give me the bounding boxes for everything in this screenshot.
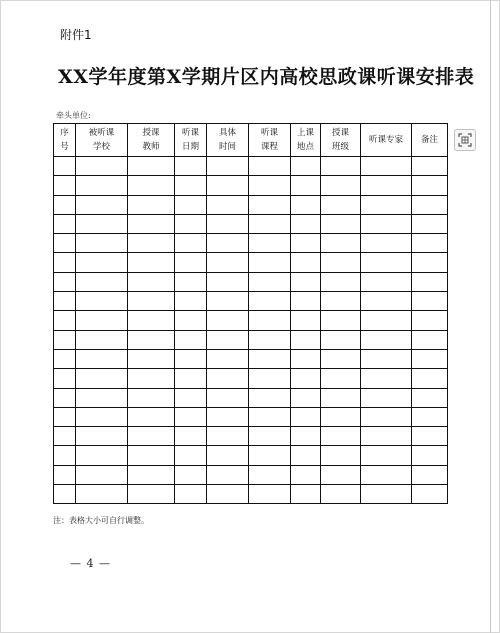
table-cell[interactable] [291,157,321,176]
table-cell[interactable] [54,446,76,465]
table-cell[interactable] [175,157,207,176]
table-cell[interactable] [412,427,448,446]
table-cell[interactable] [321,465,361,484]
table-cell[interactable] [291,485,321,504]
table-cell[interactable] [175,349,207,368]
table-cell[interactable] [412,407,448,426]
table-row [54,446,448,465]
table-cell[interactable] [76,176,128,195]
table-cell[interactable] [76,311,128,330]
table-cell[interactable] [412,214,448,233]
table-cell[interactable] [128,465,175,484]
table-cell[interactable] [175,369,207,388]
table-cell[interactable] [321,427,361,446]
table-cell[interactable] [412,253,448,272]
table-cell[interactable] [291,176,321,195]
table-cell[interactable] [128,195,175,214]
table-cell[interactable] [321,195,361,214]
table-cell[interactable] [207,253,249,272]
table-cell[interactable] [321,157,361,176]
table-cell[interactable] [249,465,291,484]
table-cell[interactable] [175,292,207,311]
table-cell[interactable] [249,369,291,388]
table-cell[interactable] [412,446,448,465]
table-cell[interactable] [76,157,128,176]
attachment-label: 附件1 [60,28,92,42]
table-cell[interactable] [175,311,207,330]
table-cell[interactable] [249,311,291,330]
table-cell[interactable] [249,349,291,368]
table-cell[interactable] [128,234,175,253]
table-cell[interactable] [291,253,321,272]
header-cell-date: 听课 日期 [175,124,207,157]
table-cell[interactable] [412,272,448,291]
header-cell-remarks: 备注 [412,124,448,157]
table-cell[interactable] [412,292,448,311]
table-row [54,407,448,426]
table-cell[interactable] [128,272,175,291]
table-cell[interactable] [249,214,291,233]
table-cell[interactable] [175,465,207,484]
table-cell[interactable] [128,253,175,272]
table-cell[interactable] [207,369,249,388]
table-row [54,388,448,407]
table-cell[interactable] [321,234,361,253]
table-cell[interactable] [175,485,207,504]
table-cell[interactable] [54,369,76,388]
table-cell[interactable] [249,157,291,176]
table-cell[interactable] [249,234,291,253]
table-cell[interactable] [54,465,76,484]
table-cell[interactable] [321,388,361,407]
table-cell[interactable] [361,214,412,233]
table-cell[interactable] [207,176,249,195]
table-cell[interactable] [321,330,361,349]
table-cell[interactable] [361,330,412,349]
table-cell[interactable] [128,349,175,368]
table-cell[interactable] [361,407,412,426]
table-header-row [54,124,448,157]
table-cell[interactable] [361,195,412,214]
table-cell[interactable] [249,176,291,195]
table-cell[interactable] [128,369,175,388]
table-cell[interactable] [76,292,128,311]
table-cell[interactable] [207,195,249,214]
table-cell[interactable] [128,446,175,465]
lead-unit-label: 牵头单位: [56,111,91,120]
table-cell[interactable] [249,195,291,214]
table-cell[interactable] [54,234,76,253]
table-cell[interactable] [207,292,249,311]
table-cell[interactable] [207,465,249,484]
table-cell[interactable] [207,446,249,465]
table-cell[interactable] [175,388,207,407]
table-cell[interactable] [361,465,412,484]
table-select-icon[interactable] [454,129,476,151]
table-cell[interactable] [412,369,448,388]
table-cell[interactable] [175,176,207,195]
table-cell[interactable] [321,407,361,426]
table-cell[interactable] [76,407,128,426]
table-cell[interactable] [54,330,76,349]
table-row [54,253,448,272]
table-cell[interactable] [361,234,412,253]
table-cell[interactable] [128,427,175,446]
table-cell[interactable] [361,388,412,407]
table-cell[interactable] [249,446,291,465]
header-cell-location: 上课 地点 [291,124,321,157]
table-cell[interactable] [54,388,76,407]
table-cell[interactable] [207,214,249,233]
table-cell[interactable] [291,465,321,484]
table-cell[interactable] [291,214,321,233]
table-cell[interactable] [175,253,207,272]
table-cell[interactable] [76,369,128,388]
page-edge-divider [490,0,491,633]
table-cell[interactable] [412,349,448,368]
table-cell[interactable] [361,157,412,176]
table-cell[interactable] [321,369,361,388]
table-cell[interactable] [207,388,249,407]
table-cell[interactable] [207,427,249,446]
table-cell[interactable] [76,465,128,484]
table-cell[interactable] [291,272,321,291]
table-cell[interactable] [175,330,207,349]
table-cell[interactable] [361,311,412,330]
table-row [54,485,448,504]
table-cell[interactable] [361,253,412,272]
table-cell[interactable] [128,176,175,195]
table-cell[interactable] [361,446,412,465]
header-cell-school: 被听课 学校 [76,124,128,157]
table-cell[interactable] [249,485,291,504]
table-cell[interactable] [175,195,207,214]
table-cell[interactable] [321,253,361,272]
table-cell[interactable] [175,272,207,291]
table-cell[interactable] [412,234,448,253]
table-cell[interactable] [207,311,249,330]
header-cell-teacher: 授课 教师 [128,124,175,157]
table-cell[interactable] [175,407,207,426]
table-cell[interactable] [76,446,128,465]
table-cell[interactable] [361,349,412,368]
table-cell[interactable] [249,292,291,311]
table-cell[interactable] [54,311,76,330]
header-cell-class: 授课 班级 [321,124,361,157]
table-row [54,349,448,368]
table-cell[interactable] [361,369,412,388]
table-cell[interactable] [76,195,128,214]
table-cell[interactable] [207,272,249,291]
table-cell[interactable] [54,157,76,176]
table-cell[interactable] [54,427,76,446]
table-cell[interactable] [128,157,175,176]
table-cell[interactable] [321,311,361,330]
table-cell[interactable] [207,485,249,504]
table-cell[interactable] [54,292,76,311]
header-cell-course: 听课 课程 [249,124,291,157]
table-row [54,195,448,214]
table-cell[interactable] [54,214,76,233]
footnote: 注：表格大小可自行调整。 [53,516,149,525]
table-cell[interactable] [76,253,128,272]
table-cell[interactable] [54,195,76,214]
table-cell[interactable] [291,234,321,253]
table-cell[interactable] [412,195,448,214]
table-row [54,157,448,176]
table-cell[interactable] [412,465,448,484]
table-cell[interactable] [321,272,361,291]
table-cell[interactable] [412,311,448,330]
table-cell[interactable] [54,176,76,195]
table-cell[interactable] [54,272,76,291]
table-cell[interactable] [76,272,128,291]
table-cell[interactable] [128,330,175,349]
table-cell[interactable] [412,388,448,407]
table-cell[interactable] [54,349,76,368]
table-cell[interactable] [412,330,448,349]
table-cell[interactable] [76,349,128,368]
table-cell[interactable] [291,330,321,349]
table-cell[interactable] [291,311,321,330]
table-cell[interactable] [249,272,291,291]
table-row [54,234,448,253]
table-cell[interactable] [128,485,175,504]
table-cell[interactable] [207,349,249,368]
table-cell[interactable] [361,427,412,446]
table-cell[interactable] [249,330,291,349]
table-cell[interactable] [207,234,249,253]
table-cell[interactable] [128,292,175,311]
header-cell-index: 序 号 [54,124,76,157]
table-cell[interactable] [412,157,448,176]
table-cell[interactable] [291,427,321,446]
table-cell[interactable] [175,214,207,233]
table-cell[interactable] [76,330,128,349]
table-cell[interactable] [321,176,361,195]
table-select-icon-glyph [458,133,472,147]
table-cell[interactable] [291,292,321,311]
table-cell[interactable] [291,407,321,426]
table-row [54,330,448,349]
table-row [54,292,448,311]
table-cell[interactable] [76,234,128,253]
table-cell[interactable] [249,253,291,272]
table-row [54,272,448,291]
table-cell[interactable] [321,446,361,465]
page-number: — 4 — [70,557,111,570]
table-cell[interactable] [175,234,207,253]
table-cell[interactable] [76,388,128,407]
table-cell[interactable] [412,176,448,195]
header-cell-time: 具体 时间 [207,124,249,157]
table-row [54,465,448,484]
table-cell[interactable] [207,330,249,349]
table-cell[interactable] [54,485,76,504]
table-cell[interactable] [249,388,291,407]
table-cell[interactable] [321,349,361,368]
table-cell[interactable] [361,292,412,311]
table-cell[interactable] [54,407,76,426]
table-cell[interactable] [207,157,249,176]
table-cell[interactable] [54,253,76,272]
table-cell[interactable] [291,388,321,407]
table-cell[interactable] [175,427,207,446]
table-row [54,311,448,330]
table-cell[interactable] [291,195,321,214]
table-cell[interactable] [291,349,321,368]
table-row [54,214,448,233]
table-cell[interactable] [207,407,249,426]
table-cell[interactable] [76,485,128,504]
document-title: XX学年度第X学期片区内高校思政课听课安排表 [58,66,475,88]
table-cell[interactable] [321,485,361,504]
table-cell[interactable] [412,485,448,504]
table-cell[interactable] [361,176,412,195]
table-cell[interactable] [321,214,361,233]
table-cell[interactable] [175,446,207,465]
table-cell[interactable] [291,446,321,465]
table-cell[interactable] [128,311,175,330]
table-cell[interactable] [321,292,361,311]
schedule-table [53,123,448,504]
table-cell[interactable] [249,427,291,446]
table-cell[interactable] [128,407,175,426]
table-cell[interactable] [291,369,321,388]
header-cell-expert: 听课专家 [361,124,412,157]
table-row [54,427,448,446]
table-row [54,369,448,388]
table-body [54,157,448,504]
table-cell[interactable] [128,214,175,233]
table-cell[interactable] [128,388,175,407]
table-cell[interactable] [76,214,128,233]
table-cell[interactable] [361,485,412,504]
table-cell[interactable] [361,272,412,291]
table-cell[interactable] [249,407,291,426]
table-cell[interactable] [76,427,128,446]
table-row [54,176,448,195]
